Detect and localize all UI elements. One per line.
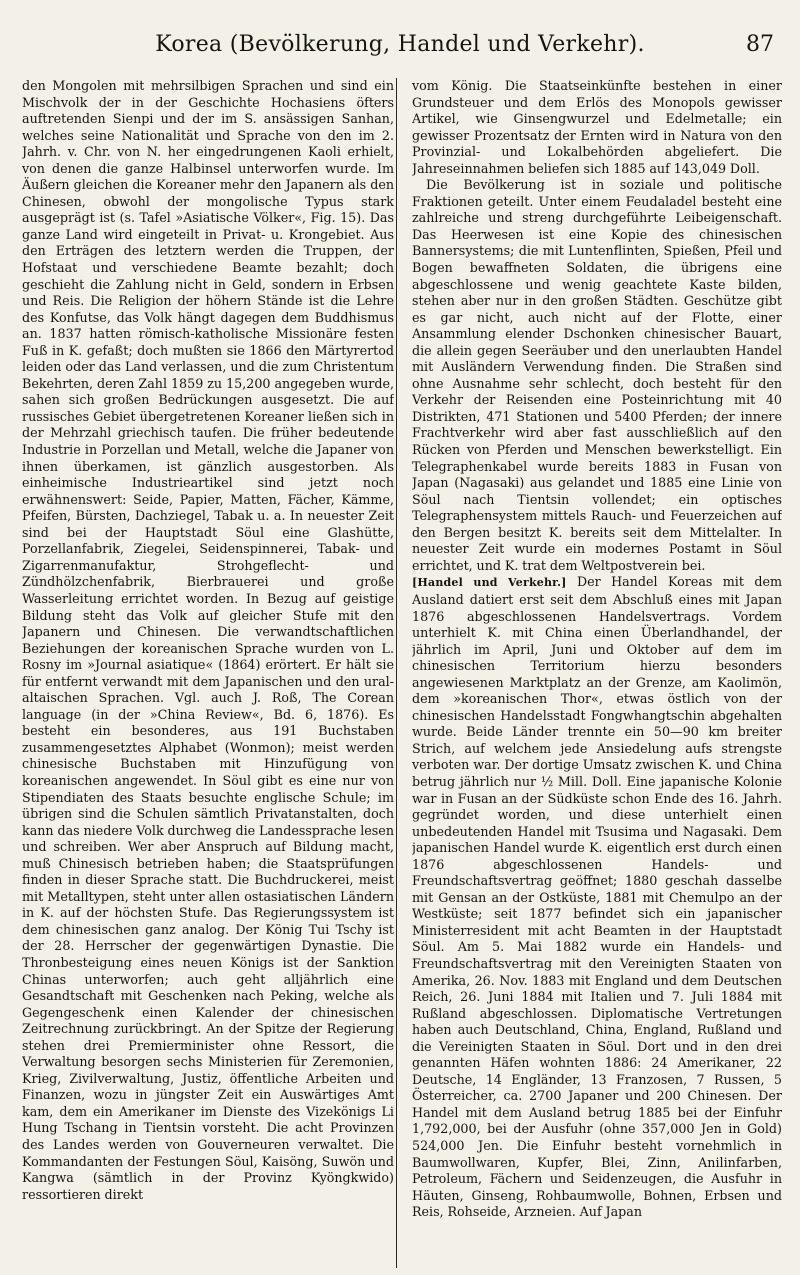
paragraph: den Mongolen mit mehrsilbigen Sprachen und sind ein Mischvolk der in der Geschichte Hochasiens öfters auftretenden Sienpi und der im S. ansässigen Sanhan, welches seine Nationalität und Sprache von den im 2. Jahrh. v. Chr. von N. her eingedrungenen Kaoli erhielt, von denen die ganze Halbinsel unterworfen wurde. Im Äußern gleichen die Koreaner mehr den Japanern als den Chinesen, obwohl der mongolische Typus stark ausgeprägt ist (s. Tafel »Asiatische Völker«, Fig. 15). Das ganze Land wird eingeteilt in Privat- u. Krongebiet. Aus den Erträgen des letztern werden die Truppen, der Hofstaat und verschiedene Beamte bezahlt; doch geschieht die Zahlung nicht in Geld, sondern in Erbsen und Reis. Die Religion der höhern Stände ist die Lehre des Konfutse, das Volk hängt dagegen dem Buddhismus an. 1837 hatten römisch-katholische Missionäre festen Fuß in K. gefaßt; doch mußten sie 1866 den Märtyrertod leiden oder das Land verlassen, und die zum Christentum Bekehrten, deren Zahl 1859 zu 15,200 angegeben wurde, sahen sich großen Bedrückungen ausgesetzt. Die auf russisches Gebiet übergetretenen Koreaner ließen sich in der Mehrzahl griechisch taufen. Die früher bedeutende Industrie in Porzellan und Metall, welche die Japaner von ihnen überkamen, ist gänzlich ausgestorben. Als einheimische Industrieartikel sind jetzt noch erwähnenswert: Seide, Papier, Matten, Fächer, Kämme, Pfeifen, Bürsten, Dachziegel, Tabak u. a. In neuester Zeit sind bei der Hauptstadt Söul eine Glashütte, Porzellanfabrik, Ziegelei, Seidenspinnerei, Tabak- und Zigarrenmanufaktur, Strohgeflecht- und Zündhölzchenfabrik, Bierbrauerei und große Wasserleitung errichtet worden. In Bezug auf geistige Bildung steht das Volk auf gleicher Stufe mit den Japanern und Chinesen. Die verwandtschaftlichen Beziehungen der koreanischen Sprache wurden von L. Rosny im »Journal asiatique« (1864) erörtert. Er hält sie für entfernt verwandt mit dem Japanischen und den ural-altaischen Sprachen. Vgl. auch J. Roß, The Corean language (in der »China Review«, Bd. 6, 1876). Es besteht ein besonderes, aus 191 Buchstaben zusammengesetztes Alphabet (Wonmon); meist werden chinesische Buchstaben mit Hinzufügung von koreanischen angewendet. In Söul gibt es eine nur von Stipendiaten des Staats besuchte englische Schule; im übrigen sind die Schulen sämtlich Privatanstalten, doch kann das niedere Volk durchweg die Landessprache lesen und schreiben. Wer aber Anspruch auf Bildung macht, muß Chinesisch betrieben haben; die Staatsprüfungen finden in dieser Sprache statt. Die Buchdruckerei, meist mit Metalltypen, steht unter allen ostasiatischen Ländern in K. auf der höchsten Stufe. Das Regierungssystem ist dem chinesischen ganz analog. Der König Tui Tschy ist der 28. Herrscher der gegenwärtigen Dynastie. Die Thronbesteigung eines neuen Königs ist der Sanktion Chinas unterworfen; auch geht alljährlich eine Gesandtschaft mit Geschenken nach Peking, welche als Gegengeschenk einen Kalender der chinesischen Zeitrechnung zurückbringt. An der Spitze der Regierung stehen drei Premierminister ohne Ressort, die Verwaltung besorgen sechs Ministerien für Zeremonien, Krieg, Zivilverwaltung, Justiz, öffentliche Arbeiten und Finanzen, wozu in jüngster Zeit ein Auswärtiges Amt kam, dem ein Amerikaner im Dienste des Vizekönigs Li Hung Tschang in Tientsin vorsteht. Die acht Provinzen des Landes werden von Gouverneuren verwaltet. Die Kommandanten der Festungen Söul, Kaisöng, Suwön und Kangwa (sämtlich in der Provinz Kyöngkwido) ressortieren direkt [22,78,394,1202]
section-heading: [Handel und Verkehr.] [412,576,567,590]
paragraph: vom König. Die Staatseinkünfte bestehen in einer Grundsteuer und dem Erlös des Monopols gewisser Artikel, wie Ginsengwurzel und Edelmetalle; ein gewisser Prozentsatz der Ernten wird in Natura von den Provinzial- und Lokalbehörden abgeliefert. Die Jahreseinnahmen beliefen sich 1885 auf 143,049 Doll. [412,78,782,176]
section-paragraph [412,574,782,1220]
column-divider [396,78,397,1268]
paragraph: Die Bevölkerung ist in soziale und politische Fraktionen geteilt. Unter einem Feudaladel besteht eine zahlreiche und streng durchgeführte Leibeigenschaft. Das Heerwesen ist eine Kopie des chinesischen Bannersystems; die mit Luntenflinten, Spießen, Pfeil und Bogen bewaffneten Soldaten, die übrigens eine abgeschlossene und wenig geachtete Kaste bilden, stehen aber nur in den großen Städten. Geschütze gibt es gar nicht, auch nicht auf der Flotte, einer Ansammlung elender Dschonken chinesischer Bauart, die allein gegen Seeräuber und den unerlaubten Handel mit Ausländern Verwendung finden. Die Straßen sind ohne Ausnahme sehr schlecht, doch besteht für den Verkehr der Reisenden eine Posteinrichtung mit 40 Distrikten, 471 Stationen und 5400 Pferden; der innere Frachtverkehr wird aber fast ausschließlich auf den Rücken von Pferden und Menschen bewerkstelligt. Ein Telegraphenkabel wurde bereits 1883 in Fusan von Japan (Nagasaki) aus gelandet und 1885 eine Linie von Söul nach Tientsin vollendet; ein optisches Telegraphensystem mittels Rauch- und Feuerzeichen auf den Bergen besitzt K. bereits seit dem Mittelalter. In neuester Zeit wurde ein modernes Postamt in Söul errichtet, und K. trat dem Weltpostverein bei. [412,177,782,573]
text-column-left [22,78,394,1268]
page-number: 87 [746,32,774,57]
running-title: Korea (Bevölkerung, Handel und Verkehr). [155,32,645,57]
page-header [20,32,780,66]
section-text: Der Handel Koreas mit dem Ausland datiert erst seit dem Abschluß eines mit Japan 1876 abgeschlossenen Handelsvertrags. Vordem unterhielt K. mit China einen Überlandhandel, der jährlich im April, Juni und Oktober auf dem im chinesischen Territorium hierzu besonders angewiesenen Marktplatz an der Grenze, am Kaolimön, dem »koreanischen Thor«, etwas östlich von der chinesischen Handelsstadt Fongwhangtschin abgehalten wurde. Beide Länder trennte ein 50—90 km breiter Strich, auf welchem jede Ansiedelung aufs strengste verboten war. Der dortige Umsatz zwischen K. und China betrug jährlich nur ½ Mill. Doll. Eine japanische Kolonie war in Fusan an der Südküste schon Ende des 16. Jahrh. gegründet worden, und diese unterhielt einen unbedeutenden Handel mit Tsusima und Nagasaki. Dem japanischen Handel wurde K. eigentlich erst durch einen 1876 abgeschlossenen Handels- und Freundschaftsvertrag geöffnet; 1880 geschah dasselbe mit Gensan an der Ostküste, 1881 mit Chemulpo an der Westküste; seit 1877 befindet sich ein japanischer Ministerresident mit acht Beamten in der Hauptstadt Söul. Am 5. Mai 1882 wurde ein Handels- und Freundschaftsvertrag mit den Vereinigten Staaten von Amerika, 26. Nov. 1883 mit England und dem Deutschen Reich, 26. Juni 1884 mit Italien und 7. Juli 1884 mit Rußland abgeschlossen. Diplomatische Vertretungen haben auch Deutschland, China, England, Rußland und die Vereinigten Staaten in Söul. Dort und in den drei genannten Häfen wohnten 1886: 24 Amerikaner, 22 Deutsche, 14 Engländer, 13 Franzosen, 7 Russen, 5 Österreicher, ca. 2700 Japaner und 200 Chinesen. Der Handel mit dem Ausland betrug 1885 bei der Einfuhr 1,792,000, bei der Ausfuhr (ohne 357,000 Jen in Gold) 524,000 Jen. Die Einfuhr besteht vornehmlich in Baumwollwaren, Kupfer, Blei, Zinn, Anilinfarben, Petroleum, Fächern und Seidenzeugen, die Ausfuhr in Häuten, Ginseng, Rohbaumwolle, Bohnen, Erbsen und Reis, Rohseide, Arzneien. Auf Japan [412,574,782,1220]
text-column-right [412,78,782,1268]
